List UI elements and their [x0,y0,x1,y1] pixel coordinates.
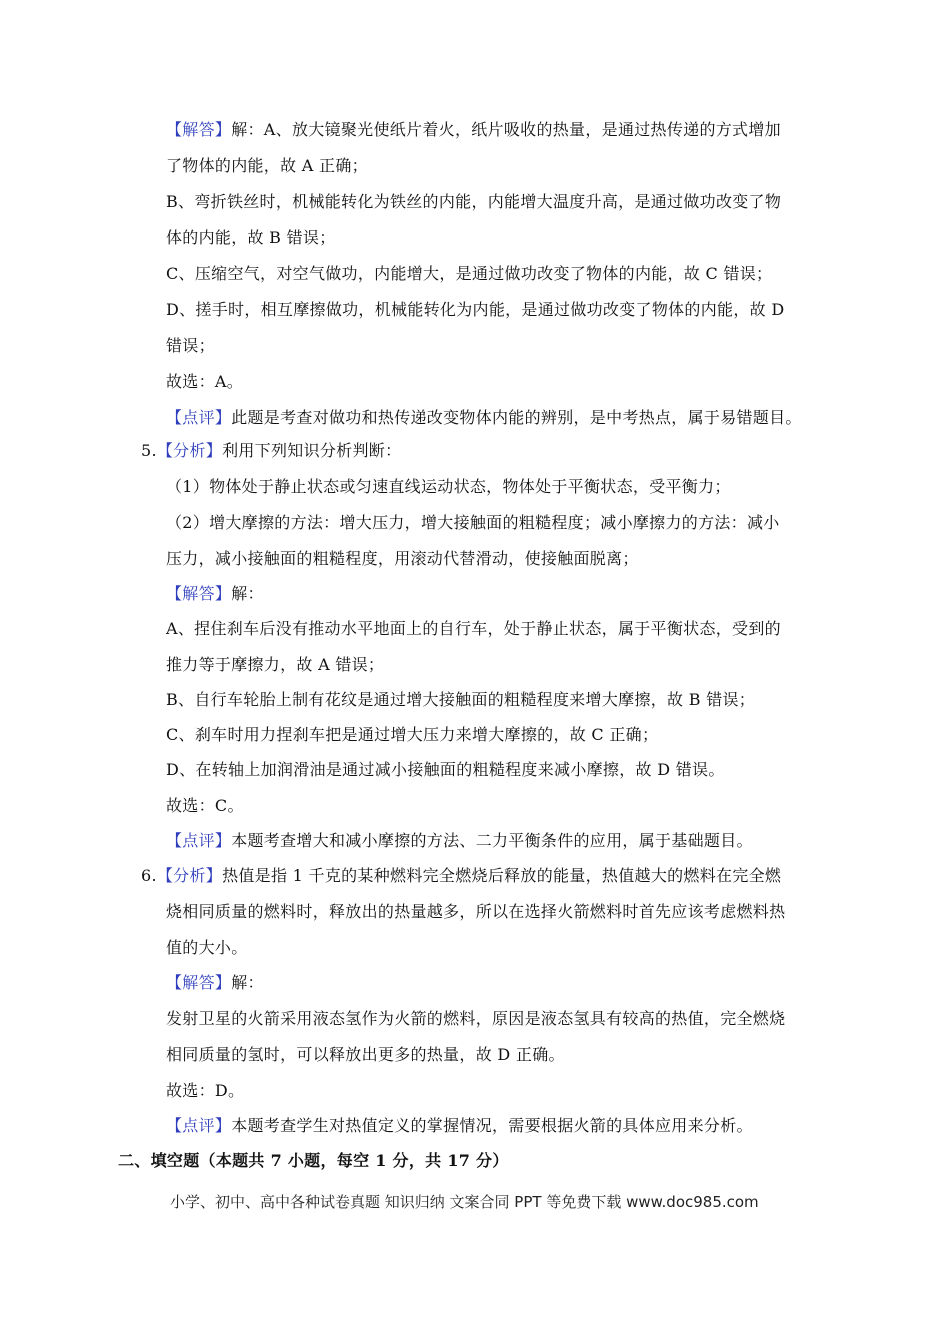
q6-answer-text: 解： [231,973,264,992]
q4-c-line: C、压缩空气，对空气做功，内能增大，是通过做功改变了物体的内能，故 C 错误； [166,264,773,283]
analysis-tag: 【分析】 [156,866,223,885]
q5-d-line: D、在转轴上加润滑油是通过减小接触面的粗糙程度来减小摩擦，故 D 错误。 [166,760,725,779]
q4-answer-text: 解：A、放大镜聚光使纸片着火，纸片吸收的热量，是通过热传递的方式增加 [231,120,781,139]
q4-comment [166,408,802,428]
q5-analysis-text: 利用下列知识分析判断： [222,441,402,460]
answer-tag: 【解答】 [166,973,232,992]
page-footer: 小学、初中、高中各种试卷真题 知识归纳 文案合同 PPT 等免费下载 www.doc985.com [170,1193,759,1211]
q5-point2-line2: 压力，减小接触面的粗糙程度，用滚动代替滑动，使接触面脱离； [166,549,639,568]
q5-choice: 故选：C。 [166,796,244,815]
q5-a-line2: 推力等于摩擦力，故 A 错误； [166,655,385,674]
q4-d-line1: D、搓手时，相互摩擦做功，机械能转化为内能，是通过做功改变了物体的内能，故 D [166,300,785,319]
q5-point2-line1: （2）增大摩擦的方法：增大压力，增大接触面的粗糙程度；减小摩擦力的方法：减小 [166,513,780,532]
comment-tag: 【点评】 [166,831,232,850]
q6-choice: 故选：D。 [166,1081,245,1100]
q4-answer-line1 [166,120,781,140]
section-heading: 二、填空题（本题共 7 小题，每空 1 分，共 17 分） [118,1151,509,1170]
q4-comment-text: 此题是考查对做功和热传递改变物体内能的辨别，是中考热点，属于易错题目。 [231,408,802,427]
q5-c-line: C、刹车时用力捏刹车把是通过增大压力来增大摩擦的，故 C 正确； [166,725,659,744]
q4-b-line1: B、弯折铁丝时，机械能转化为铁丝的内能，内能增大温度升高，是通过做功改变了物 [166,192,782,211]
q6-body-line2: 相同质量的氢时，可以释放出更多的热量，故 D 正确。 [166,1045,565,1064]
q5-a-line1: A、捏住刹车后没有推动水平地面上的自行车，处于静止状态，属于平衡状态，受到的 [166,619,781,638]
q5-point1: （1）物体处于静止状态或匀速直线运动状态，物体处于平衡状态，受平衡力； [166,477,731,496]
q6-analysis-text: 热值是指 1 千克的某种燃料完全燃烧后释放的能量，热值越大的燃料在完全燃 [222,866,782,885]
q6-comment [166,1116,753,1136]
q5-comment [166,831,753,851]
q6-answer [166,973,264,993]
q6-comment-text: 本题考查学生对热值定义的掌握情况，需要根据火箭的具体应用来分析。 [231,1116,753,1135]
q5-answer-text: 解： [231,584,264,603]
answer-tag: 【解答】 [166,584,232,603]
q4-d-line2: 错误； [166,336,215,355]
q6-analysis-line3: 值的大小。 [166,938,248,957]
q5-answer [166,584,264,604]
q6-analysis-line1 [141,866,781,886]
analysis-tag: 【分析】 [156,441,223,460]
q5-number: 5. [141,441,157,460]
q4-answer-line2: 了物体的内能，故 A 正确； [166,156,368,175]
q4-choice: 故选：A。 [166,372,244,391]
q5-analysis [141,441,401,461]
answer-tag: 【解答】 [166,120,232,139]
q6-body-line1: 发射卫星的火箭采用液态氢作为火箭的燃料，原因是液态氢具有较高的热值，完全燃烧 [166,1009,786,1028]
q5-comment-text: 本题考查增大和减小摩擦的方法、二力平衡条件的应用，属于基础题目。 [231,831,753,850]
q4-b-line2: 体的内能，故 B 错误； [166,228,336,247]
q6-number: 6. [141,866,157,885]
comment-tag: 【点评】 [166,408,232,427]
comment-tag: 【点评】 [166,1116,232,1135]
q6-analysis-line2: 烧相同质量的燃料时，释放出的热量越多，所以在选择火箭燃料时首先应该考虑燃料热 [166,902,786,921]
q5-b-line: B、自行车轮胎上制有花纹是通过增大接触面的粗糙程度来增大摩擦，故 B 错误； [166,690,756,709]
